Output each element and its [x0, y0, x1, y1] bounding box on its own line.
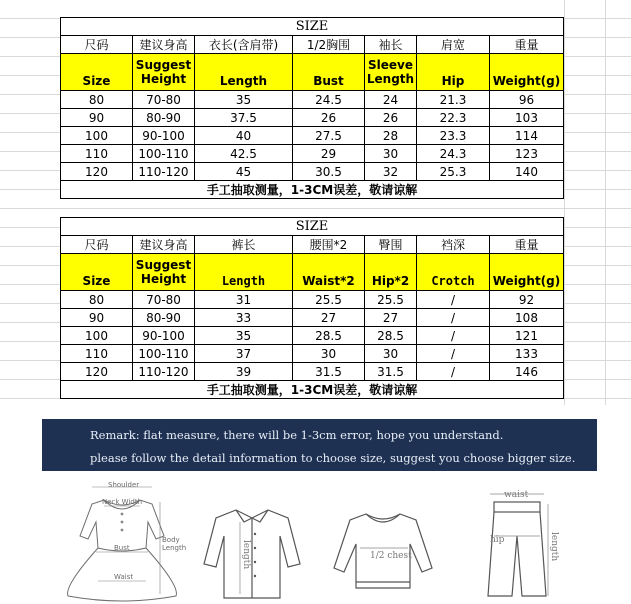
header-cell: Crotch [417, 254, 490, 291]
table-cell: 100 [61, 327, 133, 345]
header-cell: 尺码 [61, 36, 133, 54]
table-cell: 25.3 [417, 163, 490, 181]
table-cell: 80-90 [133, 309, 195, 327]
header-row-english [61, 54, 564, 91]
header-cell: 裆深 [417, 236, 490, 254]
header-row-english [61, 254, 564, 291]
measurement-note: 手工抽取测量，1-3CM误差，敬请谅解 [61, 381, 564, 399]
remark-line: please follow the detail information to choose size, suggest you choose bigger size. [90, 451, 576, 465]
table-cell: 28.5 [293, 327, 365, 345]
table-cell: 70-80 [133, 291, 195, 309]
table-cell: 30 [365, 345, 417, 363]
header-cell: Suggest Height [133, 54, 195, 91]
table-cell: 92 [490, 291, 564, 309]
table-cell: 70-80 [133, 91, 195, 109]
table-title: SIZE [61, 218, 564, 236]
table-cell: 120 [61, 363, 133, 381]
table-cell: 21.3 [417, 91, 490, 109]
header-cell: 肩宽 [417, 36, 490, 54]
table-cell: 90 [61, 309, 133, 327]
table-cell: 146 [490, 363, 564, 381]
table-row [61, 91, 564, 109]
header-cell: 裤长 [195, 236, 293, 254]
header-cell: Weight(g) [490, 254, 564, 291]
table-cell: 30.5 [293, 163, 365, 181]
header-cell: Size [61, 54, 133, 91]
neck-width-label: Neck Width [102, 498, 143, 506]
table-cell: 29 [293, 145, 365, 163]
table-cell: 35 [195, 91, 293, 109]
pants-diagram [482, 486, 562, 600]
table-cell: 23.3 [417, 127, 490, 145]
table-title: SIZE [61, 18, 564, 36]
table-cell: 39 [195, 363, 293, 381]
table-cell: 120 [61, 163, 133, 181]
table-cell: 35 [195, 327, 293, 345]
chest-label: 1/2 chest [370, 551, 412, 561]
length-label: length [241, 540, 251, 570]
table-row [61, 363, 564, 381]
header-cell: Sleeve Length [365, 54, 417, 91]
header-cell: 建议身高 [133, 36, 195, 54]
table-cell: 31.5 [365, 363, 417, 381]
header-cell: 袖长 [365, 36, 417, 54]
top-size-table [60, 17, 564, 199]
header-cell: 1/2胸围 [293, 36, 365, 54]
table-cell: 33 [195, 309, 293, 327]
header-cell: 尺码 [61, 236, 133, 254]
table-cell: 80 [61, 291, 133, 309]
table-cell: 25.5 [365, 291, 417, 309]
table-cell: 90-100 [133, 327, 195, 345]
header-cell: Waist*2 [293, 254, 365, 291]
table-cell: 45 [195, 163, 293, 181]
table-cell: 96 [490, 91, 564, 109]
table-cell: / [417, 345, 490, 363]
table-cell: 80-90 [133, 109, 195, 127]
table-row [61, 309, 564, 327]
table-cell: 121 [490, 327, 564, 345]
table-cell: 80 [61, 91, 133, 109]
table-cell: 24.5 [293, 91, 365, 109]
sweater-diagram [330, 510, 436, 590]
table-cell: 110-120 [133, 163, 195, 181]
header-cell: Weight(g) [490, 54, 564, 91]
table-cell: 26 [293, 109, 365, 127]
table-cell: 123 [490, 145, 564, 163]
dress-diagram [52, 478, 192, 604]
table-cell: / [417, 291, 490, 309]
header-cell: Hip*2 [365, 254, 417, 291]
table-row [61, 127, 564, 145]
table-cell: 110 [61, 345, 133, 363]
table-cell: 42.5 [195, 145, 293, 163]
header-cell: 建议身高 [133, 236, 195, 254]
header-row-chinese [61, 236, 564, 254]
table-cell: / [417, 309, 490, 327]
body-length-label: Body [162, 536, 180, 544]
table-cell: 103 [490, 109, 564, 127]
measurement-diagrams [0, 474, 631, 604]
table-cell: 100 [61, 127, 133, 145]
table-cell: 140 [490, 163, 564, 181]
table-cell: 90 [61, 109, 133, 127]
remark-line: Remark: flat measure, there will be 1-3cm error, hope you understand. [90, 428, 504, 442]
table-cell: 40 [195, 127, 293, 145]
table-cell: 110 [61, 145, 133, 163]
table-cell: 90-100 [133, 127, 195, 145]
table-row [61, 145, 564, 163]
header-cell: Length [195, 254, 293, 291]
table-cell: 31 [195, 291, 293, 309]
table-cell: 27.5 [293, 127, 365, 145]
header-cell: 臀围 [365, 236, 417, 254]
header-cell: Size [61, 254, 133, 291]
bust-label: Bust [114, 544, 130, 552]
bottom-size-table [60, 217, 564, 399]
table-cell: 22.3 [417, 109, 490, 127]
waist-label: waist [504, 490, 529, 500]
table-cell: 30 [365, 145, 417, 163]
table-cell: 24 [365, 91, 417, 109]
table-cell: 26 [365, 109, 417, 127]
table-cell: 27 [293, 309, 365, 327]
table-row [61, 163, 564, 181]
table-cell: 28.5 [365, 327, 417, 345]
header-cell: Bust [293, 54, 365, 91]
hip-label: hip [490, 535, 505, 545]
header-cell: Length [195, 54, 293, 91]
table-cell: 27 [365, 309, 417, 327]
table-row [61, 291, 564, 309]
body-length-label: Length [162, 544, 187, 552]
header-cell: 重量 [490, 36, 564, 54]
table-cell: 25.5 [293, 291, 365, 309]
waist-label: Waist [114, 573, 134, 581]
table-cell: 32 [365, 163, 417, 181]
table-cell: / [417, 363, 490, 381]
table-cell: 37.5 [195, 109, 293, 127]
header-cell: 重量 [490, 236, 564, 254]
table-cell: 37 [195, 345, 293, 363]
table-cell: 100-110 [133, 345, 195, 363]
table-row [61, 109, 564, 127]
table-cell: 28 [365, 127, 417, 145]
table-cell: 24.3 [417, 145, 490, 163]
length-label: length [549, 532, 559, 562]
header-cell: Hip [417, 54, 490, 91]
table-cell: 108 [490, 309, 564, 327]
header-row-chinese [61, 36, 564, 54]
table-row [61, 345, 564, 363]
table-cell: 133 [490, 345, 564, 363]
header-cell: 腰围*2 [293, 236, 365, 254]
table-cell: 30 [293, 345, 365, 363]
header-cell: 衣长(含肩带) [195, 36, 293, 54]
table-cell: 114 [490, 127, 564, 145]
shoulder-label: Shoulder [108, 481, 140, 489]
shirt-diagram [200, 504, 304, 600]
table-row [61, 327, 564, 345]
table-cell: 100-110 [133, 145, 195, 163]
header-cell: Suggest Height [133, 254, 195, 291]
remark-banner [42, 419, 597, 471]
table-cell: 110-120 [133, 363, 195, 381]
table-cell: / [417, 327, 490, 345]
table-cell: 31.5 [293, 363, 365, 381]
measurement-note: 手工抽取测量，1-3CM误差，敬请谅解 [61, 181, 564, 199]
